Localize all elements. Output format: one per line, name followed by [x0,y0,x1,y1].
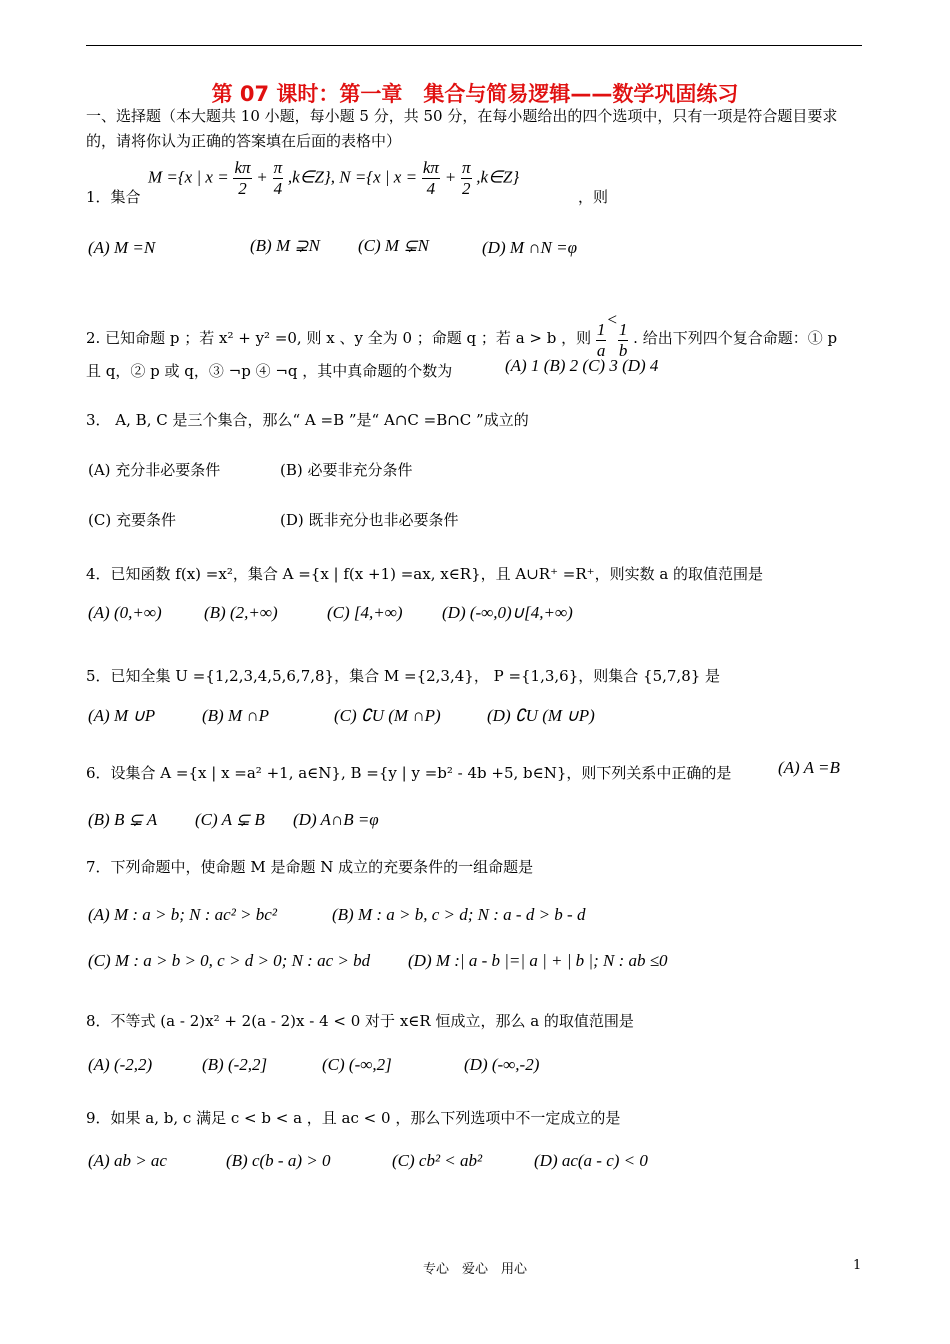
q1-option-c: (C) M ⊊N [358,236,429,255]
denominator: 2 [238,179,247,198]
numerator: 1 [596,320,606,339]
header-rule [86,45,862,46]
q1-label: 1．集合 [86,188,141,206]
q5-line: 5．已知全集 U ={1,2,3,4,5,6,7,8}，集合 M ={2,3,4}， P ={1,3,6}，则集合 {5,7,8} 是 [86,667,721,685]
q6-option-d: (D) A∩B =φ [293,810,379,829]
q3-option-a: (A) 充分非必要条件 [88,461,221,479]
numerator: π [273,158,283,177]
q9-option-a: (A) ab > ac [88,1151,167,1170]
denominator: b [618,341,628,360]
q7-option-a: (A) M : a > b; N : ac² > bc² [88,905,277,924]
q4-line: 4．已知函数 f(x) =x²，集合 A ={x | f(x +1) =ax, x∈R}，且 A∪R⁺ =R⁺，则实数 a 的取值范围是 [86,565,764,583]
q1-tail: ，则 [578,188,609,206]
denominator: 4 [426,179,436,198]
q5-option-c: (C) ∁U (M ∩P) [334,706,441,725]
plus-sign: + [256,167,268,187]
denominator: a [596,341,606,360]
page-footer: 专心 爱心 用心 [422,1262,527,1277]
q3-option-c: (C) 充要条件 [88,511,176,529]
q2-options: (A) 1 (B) 2 (C) 3 (D) 4 [505,356,659,375]
q3-option-b: (B) 必要非充分条件 [280,461,413,479]
q4-option-a: (A) (0,+∞) [88,603,162,622]
q2-text: . 给出下列四个复合命题：① p [633,329,838,347]
q6-option-c: (C) A ⊊ B [195,810,265,829]
numerator: kπ [234,158,251,177]
q5-option-d: (D) ∁U (M ∪P) [487,706,595,725]
q1-option-a: (A) M =N [88,238,156,257]
numerator: kπ [422,158,439,177]
fraction [596,320,607,361]
q1-formula [148,158,519,199]
section-intro-line-2: 的，请将你认为正确的答案填在后面的表格中） [86,132,402,150]
less-than: < [606,310,618,329]
fraction [273,158,284,199]
q7-option-d: (D) M :| a - b |=| a | + | b |; N : ab ≤0 [408,951,668,970]
q8-option-a: (A) (-2,2) [88,1055,153,1074]
q8-option-c: (C) (-∞,2] [322,1055,392,1074]
q9-line: 9．如果 a, b, c 满足 c < b < a ，且 ac < 0 ，那么下列选项中不一定成立的是 [86,1109,621,1127]
fraction [422,158,440,199]
numerator: π [461,158,471,177]
q3-option-d: (D) 既非充分也非必要条件 [280,511,459,529]
q2-line-1 [86,310,837,361]
q1-option-b: (B) M ⊋N [250,236,320,255]
q6-option-b: (B) B ⊊ A [88,810,158,829]
section-intro-line-1: 一、选择题（本大题共 10 小题，每小题 5 分，共 50 分，在每小题给出的四个选项中，只有一项是符合题目要求 [86,107,838,125]
q8-option-d: (D) (-∞,-2) [464,1055,540,1074]
q1-formula-part: M ={x | x = [148,167,229,187]
q1-formula-part: ,k∈Z} [476,167,520,187]
page-title: 第 07 课时：第一章 集合与简易逻辑——数学巩固练习 [211,82,739,106]
q9-option-b: (B) c(b - a) > 0 [226,1151,331,1170]
q4-option-b: (B) (2,+∞) [204,603,278,622]
q3-line: 3． A, B, C 是三个集合，那么“ A =B ”是“ A∩C =B∩C ”成立的 [86,411,529,429]
page-number: 1 [853,1258,862,1273]
q7-option-c: (C) M : a > b > 0, c > d > 0; N : ac > bd [88,951,371,970]
fraction [618,320,629,361]
q5-option-a: (A) M ∪P [88,706,156,725]
q2-line-2: 且 q，② p 或 q，③ ¬p ④ ¬q ，其中真命题的个数为 [86,362,453,380]
q1-option-d: (D) M ∩N =φ [482,238,578,257]
q7-line: 7．下列命题中，使命题 M 是命题 N 成立的充要条件的一组命题是 [86,858,534,876]
fraction [461,158,472,199]
numerator: 1 [618,320,628,339]
q6-option-a: (A) A =B [778,758,840,777]
q9-option-d: (D) ac(a - c) < 0 [534,1151,648,1170]
q9-option-c: (C) cb² < ab² [392,1151,483,1170]
denominator: 4 [273,179,283,198]
q8-line: 8．不等式 (a - 2)x² + 2(a - 2)x - 4 < 0 对于 x∈R 恒成立，那么 a 的取值范围是 [86,1012,634,1030]
q1-formula-part: ,k∈Z}, N ={x | x = [287,167,418,187]
q4-option-c: (C) [4,+∞) [327,603,403,622]
q6-line: 6．设集合 A ={x | x =a² +1, a∈N}, B ={y | y =b² - 4b +5, b∈N}，则下列关系中正确的是 [86,764,732,782]
fraction [233,158,251,199]
q2-text: 2. 已知命题 p ；若 x² + y² =0, 则 x 、y 全为 0 ；命题 q ；若 a > b ，则 [86,329,592,347]
q4-option-d: (D) (-∞,0)∪[4,+∞) [442,603,573,622]
q5-option-b: (B) M ∩P [202,706,270,725]
q8-option-b: (B) (-2,2] [202,1055,268,1074]
plus-sign: + [444,167,457,187]
q7-option-b: (B) M : a > b, c > d; N : a - d > b - d [332,905,586,924]
denominator: 2 [461,179,471,198]
